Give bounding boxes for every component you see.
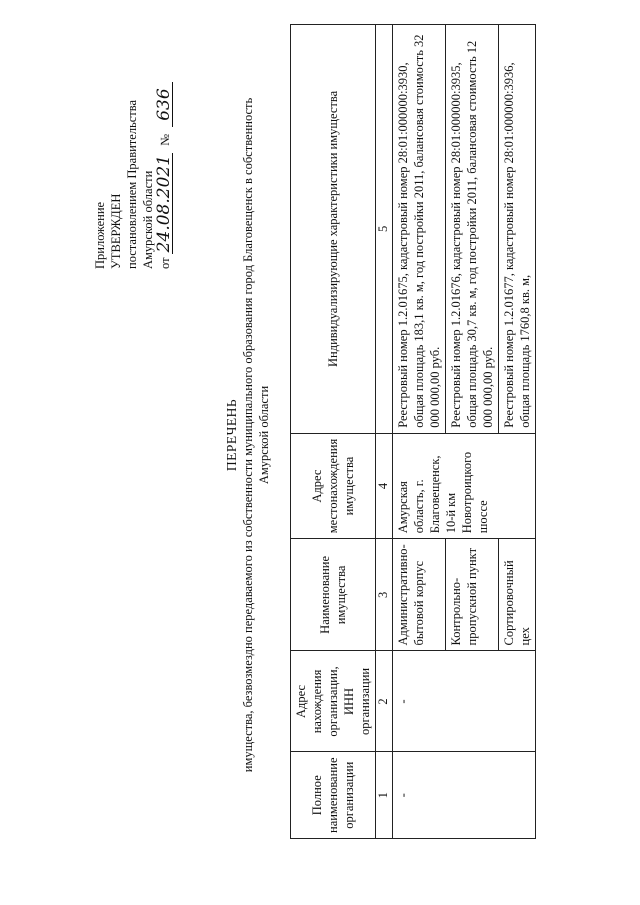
column-number: 4 <box>376 433 393 539</box>
appendix-label: Приложение <box>93 201 107 269</box>
header-property-name: Наименование имущества <box>291 539 376 651</box>
characteristics-cell: Реестровый номер 1.2.01677, кадастровый номер 28:01:000000:3936, общая площадь 1760,8 кв. м, <box>499 25 536 434</box>
date-prefix: от <box>158 257 172 269</box>
column-number: 1 <box>376 752 393 839</box>
column-number: 5 <box>376 25 393 434</box>
org-name-cell: - <box>393 752 536 839</box>
table-row <box>393 25 446 839</box>
property-name-cell: Контрольно-пропускной пункт <box>446 539 499 651</box>
header-property-location: Адрес местонахождения имущества <box>291 433 376 539</box>
number-sign: № <box>158 133 172 146</box>
region-label: Амурской области <box>141 170 155 269</box>
table-header-row <box>291 25 376 839</box>
column-number: 3 <box>376 539 393 651</box>
resolution-label: постановлением Правительства <box>125 99 139 269</box>
title-line-2: Амурской области <box>257 385 271 485</box>
characteristics-cell: Реестровый номер 1.2.01676, кадастровый номер 28:01:000000:3935, общая площадь 30,7 кв. м, год постройки 2011, балансовая стоимость 12 000 000,00 руб. <box>446 25 499 434</box>
document-title <box>224 15 272 855</box>
header-org-address: Адрес нахождения организации, ИНН организации <box>291 651 376 752</box>
title-line-1: имущества, безвозмездно передаваемого из собственности муниципального образования город Благовещенск в собственность <box>241 97 255 773</box>
title-heading: ПЕРЕЧЕНЬ <box>224 398 239 472</box>
handwritten-number: 636 <box>156 82 173 126</box>
header-org-name: Полное наименование организации <box>291 752 376 839</box>
org-address-cell: - <box>393 651 536 752</box>
header-characteristics: Индивидуализирующие характеристики имущества <box>291 25 376 434</box>
column-number-row <box>376 25 393 839</box>
property-name-cell: Сортировочный цех <box>499 539 536 651</box>
characteristics-cell: Реестровый номер 1.2.01675, кадастровый номер 28:01:000000:3930, общая площадь 183,1 кв. м, год постройки 2011, балансовая стоимость 32 000 000,00 руб. <box>393 25 446 434</box>
approval-stamp <box>92 19 173 269</box>
property-name-cell: Административно-бытовой корпус <box>393 539 446 651</box>
approved-label: УТВЕРЖДЕН <box>109 193 123 269</box>
property-table <box>290 24 536 839</box>
handwritten-date: 24.08.2021 <box>154 154 174 253</box>
column-number: 2 <box>376 651 393 752</box>
property-location-cell: Амурская область, г. Благовещенск, 10-й км Новотроицкого шоссе <box>393 433 536 539</box>
date-number-line <box>156 19 173 269</box>
